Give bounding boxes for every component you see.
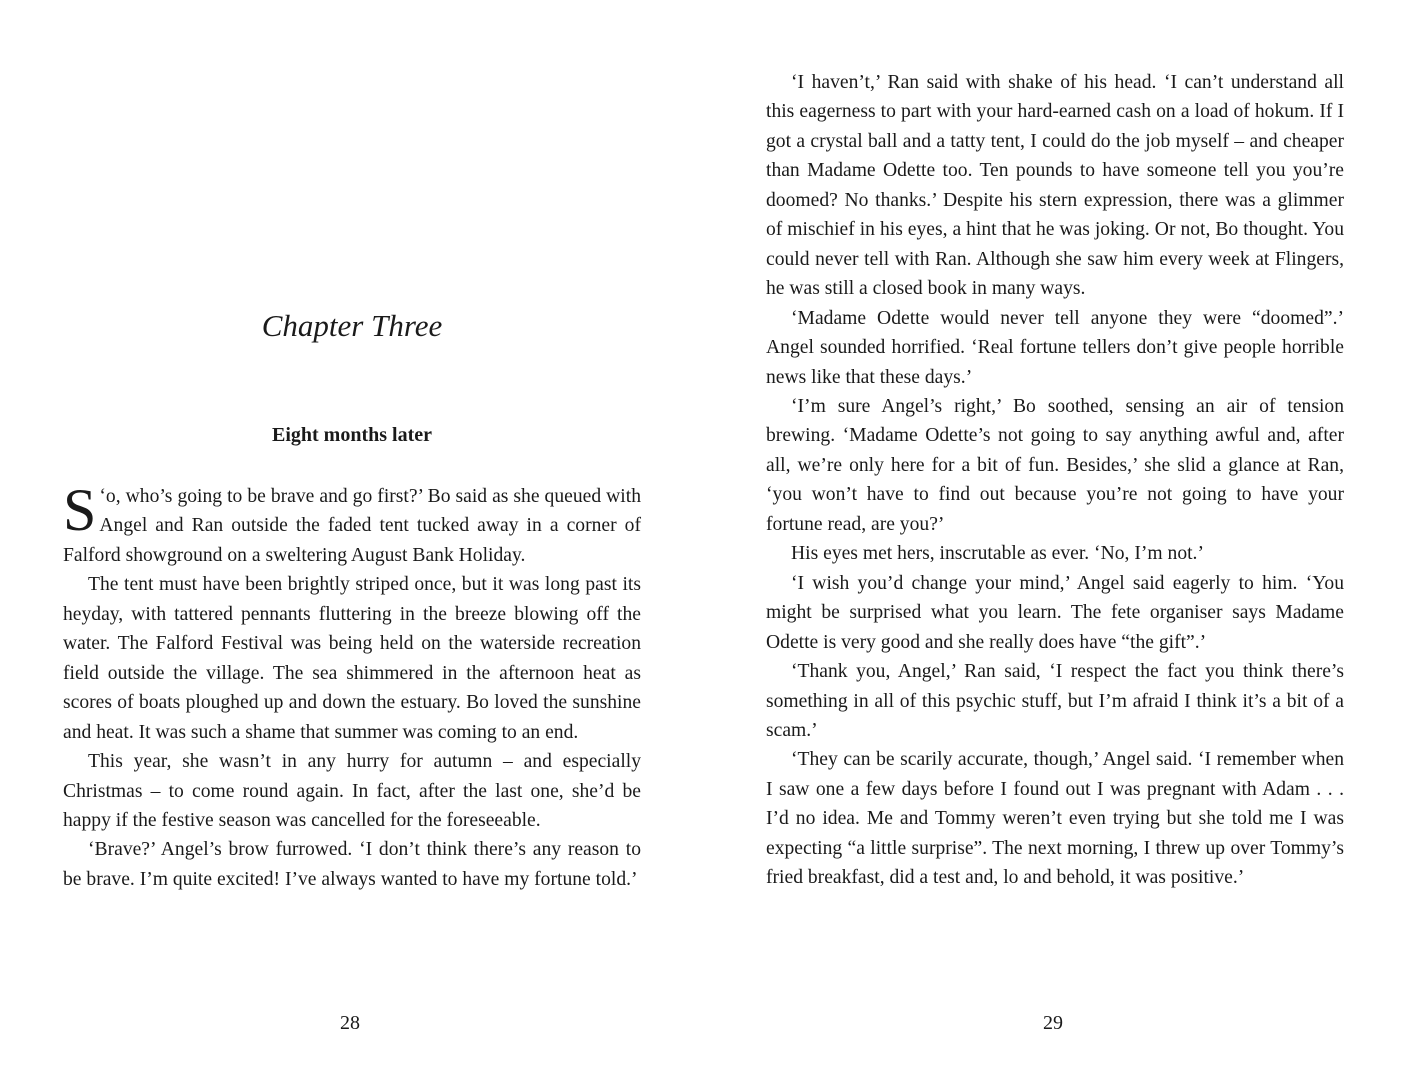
paragraph: This year, she wasn’t in any hurry for autumn – and especially Christmas – to come round again. In fact, after the last one, she’d be happy if the festive season was cancelled for the foreseeable. xyxy=(63,751,641,831)
right-page-text xyxy=(766,68,1344,893)
chapter-subheading: Eight months later xyxy=(272,424,432,446)
opening-paragraph xyxy=(63,477,641,570)
chapter-title: Chapter Three xyxy=(261,308,443,343)
page-number-right: 29 xyxy=(1043,1012,1063,1034)
paragraph: ‘They can be scarily accurate, though,’ Angel said. ‘I remember when I saw one a few days before I found out I was pregnant with Adam . . . I’d no idea. Me and Tommy weren’t even trying but she told me I was expecting “a little surprise”. The next morning, I threw up over Tommy’s fried breakfast, did a test and, lo and behold, it was positive.’ xyxy=(766,749,1344,889)
paragraph: The tent must have been brightly striped once, but it was long past its heyday, with tattered pennants fluttering in the breeze blowing off the water. The Falford Festival was being held on the waterside recreation field outside the village. The sea shimmered in the afternoon heat as scores of boats ploughed up and down the estuary. Bo loved the sunshine and heat. It was such a shame that summer was coming to an end. xyxy=(63,574,641,743)
opening-quote: ‘ xyxy=(99,486,106,507)
left-page-text xyxy=(63,477,641,894)
paragraph: ‘I’m sure Angel’s right,’ Bo soothed, sensing an air of tension brewing. ‘Madame Odette’s not going to say anything awful and, after all, we’re only here for a bit of fun. Besides,’ she slid a glance at Ran, ‘you won’t have to find out because you’re not going to have your fortune read, are you?’ xyxy=(766,395,1344,535)
drop-cap: S xyxy=(63,477,97,543)
page-number-left: 28 xyxy=(340,1012,360,1034)
paragraph: His eyes met hers, inscrutable as ever. ‘No, I’m not.’ xyxy=(791,543,1204,565)
paragraph: ‘I haven’t,’ Ran said with shake of his head. ‘I can’t understand all this eagerness to part with your hard-earned cash on a load of hokum. If I got a crystal ball and a tatty tent, I could do the job myself – and cheaper than Madame Odette too. Ten pounds to have someone tell you you’re doomed? No thanks.’ Despite his stern expression, there was a glimmer of mischief in his eyes, a hint that he was joking. Or not, Bo thought. You could never tell with Ran. Although she saw him every week at Flingers, he was still a closed book in many ways. xyxy=(766,72,1344,300)
right-page xyxy=(713,0,1426,1080)
opening-paragraph-text: o, who’s going to be brave and go first?’ Bo said as she queued with Angel and Ran outside the faded tent tucked away in a corner of Falford showground on a sweltering August Bank Holiday. xyxy=(63,486,641,566)
paragraph: ‘Madame Odette would never tell anyone they were “doomed”.’ Angel sounded horrified. ‘Real fortune tellers don’t give people horrible news like that these days.’ xyxy=(766,307,1344,388)
paragraph: ‘Thank you, Angel,’ Ran said, ‘I respect the fact you think there’s something in all of this psychic stuff, but I’m afraid I think it’s a bit of a scam.’ xyxy=(766,661,1344,741)
paragraph: ‘Brave?’ Angel’s brow furrowed. ‘I don’t think there’s any reason to be brave. I’m quite excited! I’ve always wanted to have my fortune told.’ xyxy=(63,839,641,890)
paragraph: ‘I wish you’d change your mind,’ Angel said eagerly to him. ‘You might be surprised what you learn. The fete organiser says Madame Odette is very good and she really does have “the gift”.’ xyxy=(766,572,1344,653)
